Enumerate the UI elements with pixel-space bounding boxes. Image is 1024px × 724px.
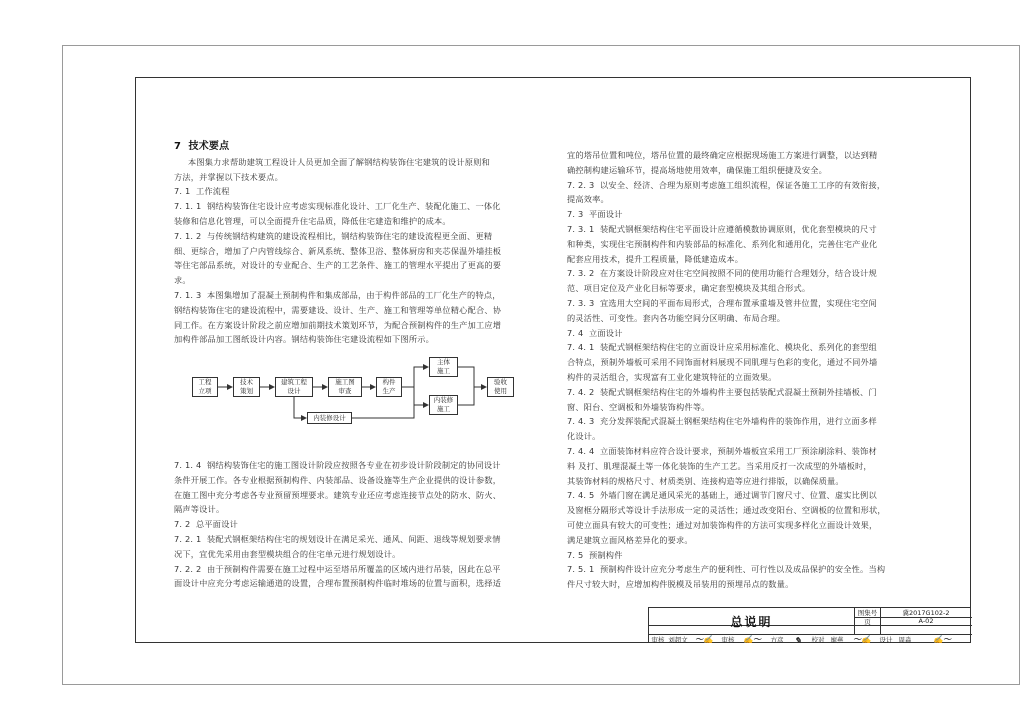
text-line: 料 及打、肌理混凝土等一体化装饰的生产工艺。当采用反打一次成型的外墙板时， (567, 460, 872, 471)
design-name: 周淼 (898, 636, 912, 644)
text-line: 况下，宜优先采用由套型模块组合的住宅单元进行规划设计。 (174, 548, 401, 559)
text-line: 加构件部品加工图纸设计内容。钢结构装饰住宅建设流程如下图所示。 (174, 334, 435, 345)
text-line: 细、更综合，增加了户内管线综合、新风系统、整体卫浴、整体厨房和夹芯保温外墙挂板 (174, 245, 502, 256)
proof-signature: 〜✍ (853, 634, 871, 644)
text-line: 提高效率。 (567, 194, 609, 205)
text-line: 7. 4. 1 装配式钢框架结构住宅的立面设计应采用标准化、模块化、系列化的套型组 (567, 342, 877, 353)
text-line: 7. 2. 1 装配式钢框架结构住宅的规划设计在满足采光、通风、间距、退线等规划要求情 (174, 533, 501, 544)
sheet-title: 总说明 (730, 614, 773, 629)
text-line: 7. 1. 4 钢结构装饰住宅的施工图设计阶段应按照各专业在初步设计阶段制定的协同设计 (174, 460, 501, 470)
text-line: 确控制构建运输环节，提高场地使用效率，确保施工组织便捷及安全。 (567, 164, 828, 175)
text-line: 7. 1. 3 本图集增加了混凝土预制构件和集成部品，由于构件部品的工厂化生产的特点， (174, 289, 501, 300)
flow-box-interior-design: 内装修设计 (307, 412, 352, 424)
text-line: 同工作。在方案设计阶段之前应增加前期技术策划环节，为配合预制构件的生产加工应增 (174, 319, 502, 330)
text-line: 7. 4. 4 立面装饰材料应符合设计要求，预制外墙板宜采用工厂预涂刷涂料、装饰材 (567, 445, 877, 456)
review-label: 审核 (651, 636, 665, 644)
text-line: 构件的灵活组合，实现富有工业化建筑特征的立面效果。 (567, 371, 777, 382)
section-title: 7 技术要点 (174, 141, 230, 152)
text-line: 7. 2. 2 由于预制构件需要在施工过程中运至塔吊所覆盖的区域内进行吊装，因此在总平 (174, 563, 501, 574)
text-line: 件尺寸较大时，应增加构件脱模及吊装用的预埋吊点的数量。 (567, 579, 794, 590)
verify-label: 审核 (721, 636, 735, 644)
atlas-label: 图集号 (857, 609, 878, 617)
flow-box-building-design: 建筑工程 设计 (275, 377, 313, 397)
text-line: 钢结构装饰住宅的建设流程中，需要建设、设计、生产、施工和管理等单位精心配合、协 (174, 304, 502, 315)
flow-box-acceptance: 验收 使用 (487, 377, 514, 397)
construction-flowchart (192, 355, 552, 437)
intro-line: 本图集力求帮助建筑工程设计人员更加全面了解钢结构装饰住宅建筑的设计原则和 (188, 156, 490, 167)
proof-name: 廖燕 (830, 636, 844, 644)
text-line: 7. 4. 5 外墙门窗在满足通风采光的基础上，通过调节门窗尺寸、位置、虚实比例以 (567, 490, 877, 501)
review-name: 刘超文 (668, 636, 688, 644)
text-line: 7. 2. 3 以安全、经济、合理为原则考虑施工组织流程，保证各施工工序的有效衔接， (567, 179, 886, 190)
review-signature: 〜✍ (695, 634, 713, 644)
intro-line: 方法，并掌握以下技术要点。 (174, 171, 284, 182)
text-line: 化设计。 (567, 431, 601, 442)
check-name: 方彦 (770, 636, 784, 644)
text-line: 7. 3. 2 在方案设计阶段应对住宅空间按照不同的使用功能行合理划分，结合设计规 (567, 268, 877, 279)
text-line: 及窗框分隔形式等设计手法形成一定的灵活性；通过改变阳台、空调板的位置和形状， (567, 505, 886, 516)
text-line: 等住宅部品系统，对设计的专业配合、生产的工艺条件、施工的管理水平提出了更高的要 (174, 260, 502, 271)
flow-box-component-production: 构件 生产 (376, 377, 402, 397)
text-line: 7. 5 预制构件 (567, 549, 623, 560)
proof-label: 校对 (811, 636, 825, 644)
page-number: A-02 (918, 617, 934, 625)
text-line: 配套应用技术，提升工程质量，降低建造成本。 (567, 253, 744, 264)
page-label: 页 (864, 617, 871, 626)
text-line: 隔声等设计。 (174, 504, 225, 515)
text-line: 范、项目定位及产业化目标等要求，确定套型模块及其组合形式。 (567, 283, 811, 294)
text-line: 其装饰材料的规格尺寸、材质类别、连接构造等应进行排版，以确保质量。 (567, 475, 844, 486)
left-column-bottom (174, 458, 554, 591)
text-line: 可使立面具有较大的可变性；通过对加装饰构件的方法可实现多样化立面设计效果， (567, 519, 878, 530)
left-column-top (174, 140, 554, 347)
text-line: 7. 5. 1 预制构件设计应充分考虑生产的便利性、可行性以及成品保护的安全性。当构 (567, 564, 886, 575)
text-line: 窗、阳台、空调板和外墙装饰构件等。 (567, 401, 710, 412)
text-line: 和种类，实现住宅预制构件和内装部品的标准化、系列化和通用化，完善住宅产业化 (567, 238, 878, 249)
text-line: 7. 1. 1 钢结构装饰住宅设计应考虑实现标准化设计、工厂化生产、装配化施工、一体化 (174, 201, 501, 212)
verify-signature: ✍〜 (743, 634, 761, 644)
text-line: 7. 2 总平面设计 (174, 519, 238, 530)
text-line: 7. 3 平面设计 (567, 209, 623, 220)
text-line: 的灵活性、可变性。套内各功能空间分区明确、布局合理。 (567, 312, 786, 323)
flow-box-project-approval: 工程 立项 (192, 377, 218, 397)
text-line: 7. 3. 1 装配式钢框架结构住宅平面设计应遵循模数协调原则，优化套型模块的尺寸 (567, 223, 877, 234)
text-line: 求。 (174, 275, 191, 286)
flow-box-tech-planning: 技术 策划 (233, 377, 260, 397)
flow-box-main-construction: 主体 施工 (429, 357, 458, 377)
text-line: 7. 4. 3 充分发挥装配式混凝土钢框架结构住宅外墙构件的装饰作用，进行立面多样 (567, 416, 877, 427)
text-line: 宜的塔吊位置和吨位，塔吊位置的最终确定应根据现场施工方案进行调整，以达到精 (567, 150, 878, 160)
title-block (648, 607, 971, 643)
text-line: 7. 4. 2 装配式钢框架结构住宅的外墙构件主要包括装配式混凝土预制外挂墙板、门 (567, 386, 877, 397)
text-line: 面设计中应充分考虑运输通道的设置，合理布置预制构件临时堆场的位置与面积，选择适 (174, 578, 502, 589)
text-line: 7. 3. 3 宜选用大空间的平面布局形式，合理布置承重墙及管井位置，实现住宅空间 (567, 297, 877, 308)
right-column (567, 148, 947, 592)
text-line: 7. 4 立面设计 (567, 327, 623, 338)
text-line: 满足建筑立面风格差异化的要求。 (567, 534, 693, 545)
text-line: 7. 1. 2 与传统钢结构建筑的建设流程相比，钢结构装饰住宅的建设流程更全面、更精 (174, 230, 493, 241)
design-signature: ✍〜 (933, 634, 951, 644)
check-signature: ✎ (794, 634, 802, 645)
atlas-number: 冀2017G102-2 (902, 609, 950, 617)
text-line: 在施工图中充分考虑各专业预留预埋要求。建筑专业还应考虑连接节点处的防水、防火、 (174, 489, 502, 500)
text-line: 条件开展工作。各专业根据预制构件、内装部品、设备设施等生产企业提供的设计参数， (174, 474, 502, 485)
text-line: 合特点，预制外墙板可采用不同饰面材料展现不同肌理与色彩的变化，通过不同外墙 (567, 357, 878, 368)
text-line: 7. 1 工作流程 (174, 186, 230, 197)
flow-box-drawing-review: 施工图 审查 (328, 377, 362, 397)
text-line: 装修和信息化管理，可以全面提升住宅品质，降低住宅建造和维护的成本。 (174, 215, 451, 226)
flow-box-interior-construction: 内装修 施工 (429, 395, 458, 415)
draft-label: 设计 (879, 636, 893, 644)
